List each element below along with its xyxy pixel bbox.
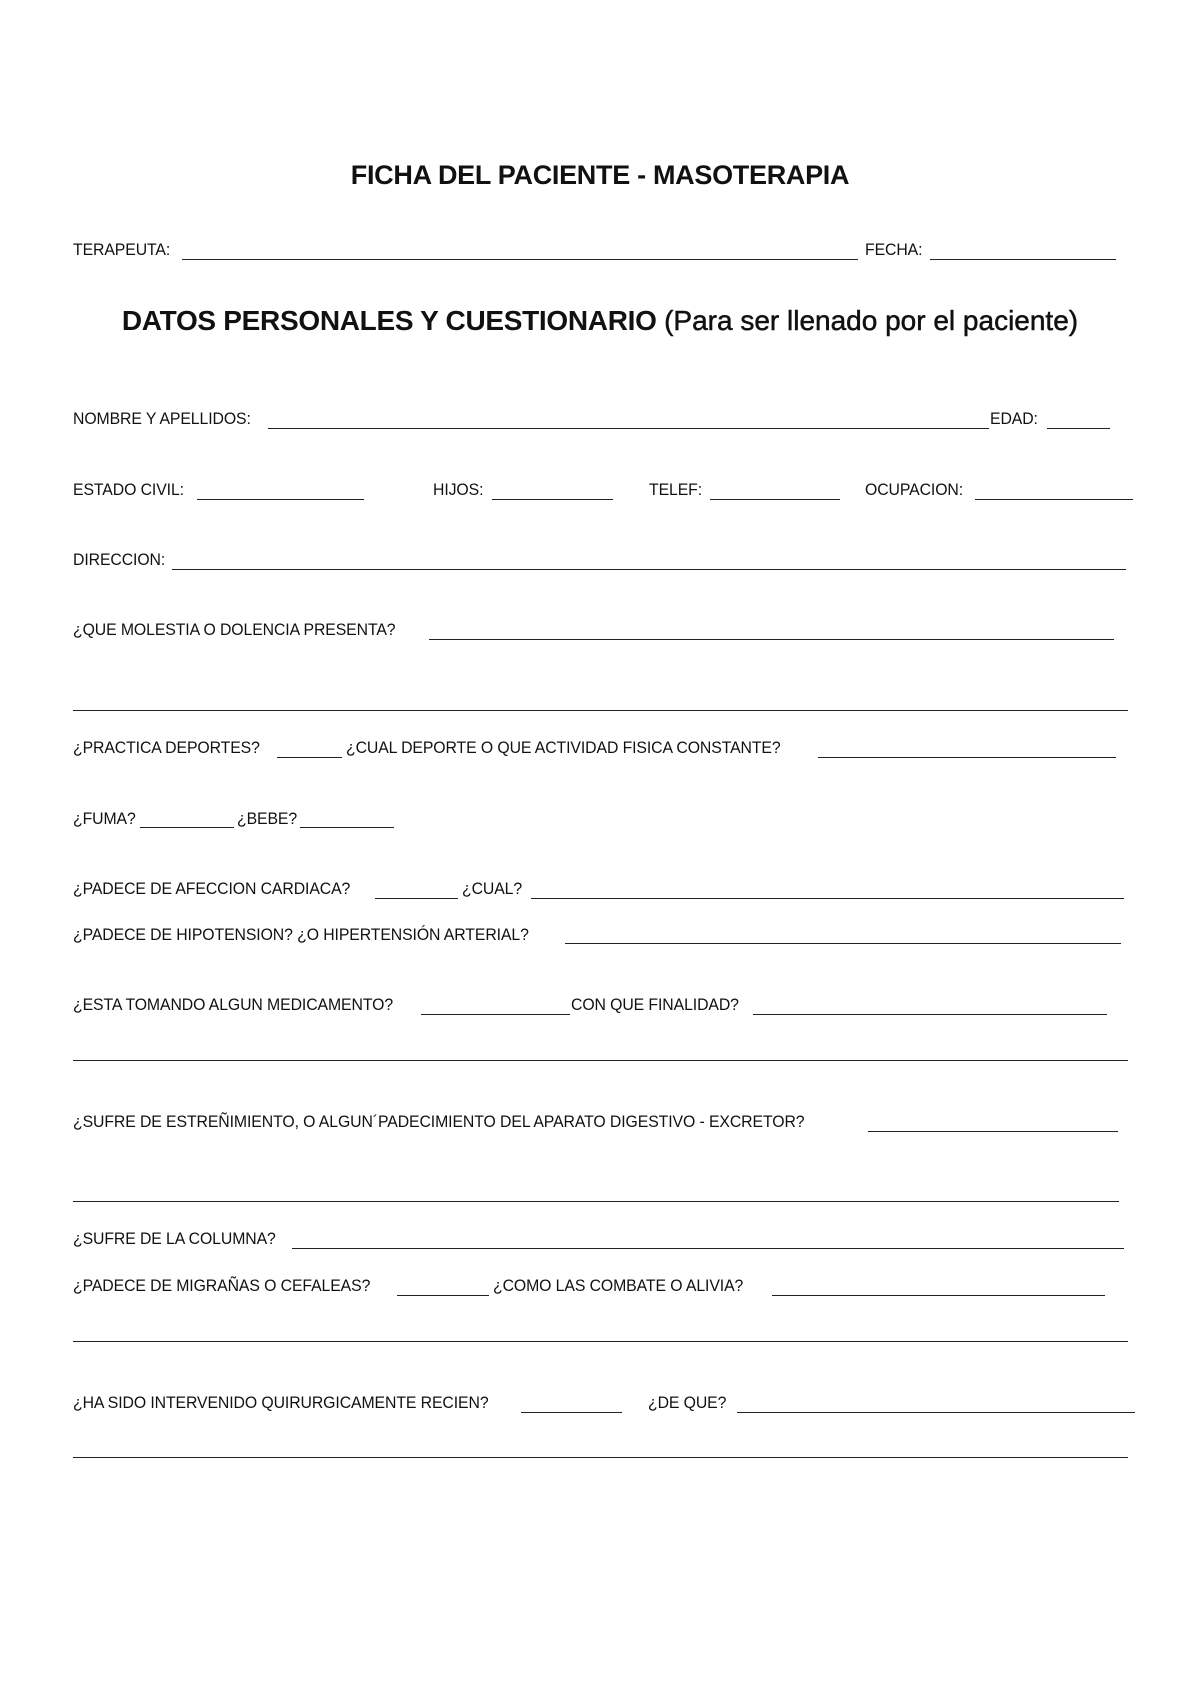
de-que-label: ¿DE QUE? bbox=[648, 1393, 727, 1412]
hipotension-field[interactable] bbox=[565, 943, 1121, 944]
ocupacion-label: OCUPACION: bbox=[865, 480, 964, 499]
estrenimiento-field[interactable] bbox=[868, 1131, 1118, 1132]
estrenimiento-field-continued[interactable] bbox=[73, 1201, 1119, 1202]
deportes-label: ¿PRACTICA DEPORTES? bbox=[73, 738, 260, 757]
columna-label: ¿SUFRE DE LA COLUMNA? bbox=[73, 1229, 276, 1248]
nombre-field[interactable] bbox=[268, 428, 989, 429]
alivia-field[interactable] bbox=[772, 1295, 1105, 1296]
de-que-field[interactable] bbox=[737, 1412, 1135, 1413]
bebe-label: ¿BEBE? bbox=[237, 809, 298, 828]
section-title-bold: DATOS PERSONALES Y CUESTIONARIO bbox=[121, 305, 657, 336]
direccion-field[interactable] bbox=[172, 569, 1126, 570]
cardiaca-label: ¿PADECE DE AFECCION CARDIACA? bbox=[73, 879, 351, 898]
section-title bbox=[0, 304, 1200, 338]
bebe-field[interactable] bbox=[300, 827, 394, 828]
medicamento-label: ¿ESTA TOMANDO ALGUN MEDICAMENTO? bbox=[73, 995, 394, 1014]
estrenimiento-label: ¿SUFRE DE ESTREÑIMIENTO, O ALGUN´PADECIMIENTO DEL APARATO DIGESTIVO - EXCRETOR? bbox=[73, 1112, 805, 1131]
terapeuta-field[interactable] bbox=[182, 259, 858, 260]
edad-field[interactable] bbox=[1047, 428, 1110, 429]
direccion-label: DIRECCION: bbox=[73, 550, 166, 569]
finalidad-field[interactable] bbox=[753, 1014, 1107, 1015]
molestia-field[interactable] bbox=[429, 639, 1114, 640]
fuma-label: ¿FUMA? bbox=[73, 809, 136, 828]
intervenido-label: ¿HA SIDO INTERVENIDO QUIRURGICAMENTE RECIEN? bbox=[73, 1393, 489, 1412]
deportes-field[interactable] bbox=[277, 757, 342, 758]
cual-deporte-label: ¿CUAL DEPORTE O QUE ACTIVIDAD FISICA CONSTANTE? bbox=[346, 738, 781, 757]
terapeuta-label: TERAPEUTA: bbox=[73, 240, 171, 259]
fecha-field[interactable] bbox=[930, 259, 1116, 260]
cardiaca-field[interactable] bbox=[375, 898, 458, 899]
estado-civil-field[interactable] bbox=[197, 499, 364, 500]
section-title-note: (Para ser llenado por el paciente) bbox=[664, 305, 1079, 336]
estado-civil-label: ESTADO CIVIL: bbox=[73, 480, 184, 499]
hijos-field[interactable] bbox=[492, 499, 613, 500]
de-que-field-continued[interactable] bbox=[73, 1457, 1128, 1458]
cual-label: ¿CUAL? bbox=[462, 879, 523, 898]
form-title: FICHA DEL PACIENTE - MASOTERAPIA bbox=[350, 160, 850, 190]
hipotension-label: ¿PADECE DE HIPOTENSION? ¿O HIPERTENSIÓN ARTERIAL? bbox=[73, 925, 529, 944]
edad-label: EDAD: bbox=[990, 409, 1038, 428]
nombre-label: NOMBRE Y APELLIDOS: bbox=[73, 409, 251, 428]
cual-field[interactable] bbox=[531, 898, 1124, 899]
telef-label: TELEF: bbox=[649, 480, 703, 499]
cual-deporte-field[interactable] bbox=[818, 757, 1116, 758]
alivia-label: ¿COMO LAS COMBATE O ALIVIA? bbox=[493, 1276, 744, 1295]
hijos-label: HIJOS: bbox=[433, 480, 484, 499]
migranas-label: ¿PADECE DE MIGRAÑAS O CEFALEAS? bbox=[73, 1276, 371, 1295]
telef-field[interactable] bbox=[710, 499, 840, 500]
columna-field[interactable] bbox=[292, 1248, 1124, 1249]
medicamento-field[interactable] bbox=[421, 1014, 570, 1015]
finalidad-field-continued[interactable] bbox=[73, 1060, 1128, 1061]
molestia-label: ¿QUE MOLESTIA O DOLENCIA PRESENTA? bbox=[73, 620, 396, 639]
ocupacion-field[interactable] bbox=[975, 499, 1133, 500]
alivia-field-continued[interactable] bbox=[73, 1341, 1128, 1342]
intervenido-field[interactable] bbox=[521, 1412, 622, 1413]
fuma-field[interactable] bbox=[140, 827, 234, 828]
fecha-label: FECHA: bbox=[865, 240, 923, 259]
finalidad-label: CON QUE FINALIDAD? bbox=[571, 995, 739, 1014]
molestia-field-continued[interactable] bbox=[73, 710, 1128, 711]
migranas-field[interactable] bbox=[397, 1295, 489, 1296]
